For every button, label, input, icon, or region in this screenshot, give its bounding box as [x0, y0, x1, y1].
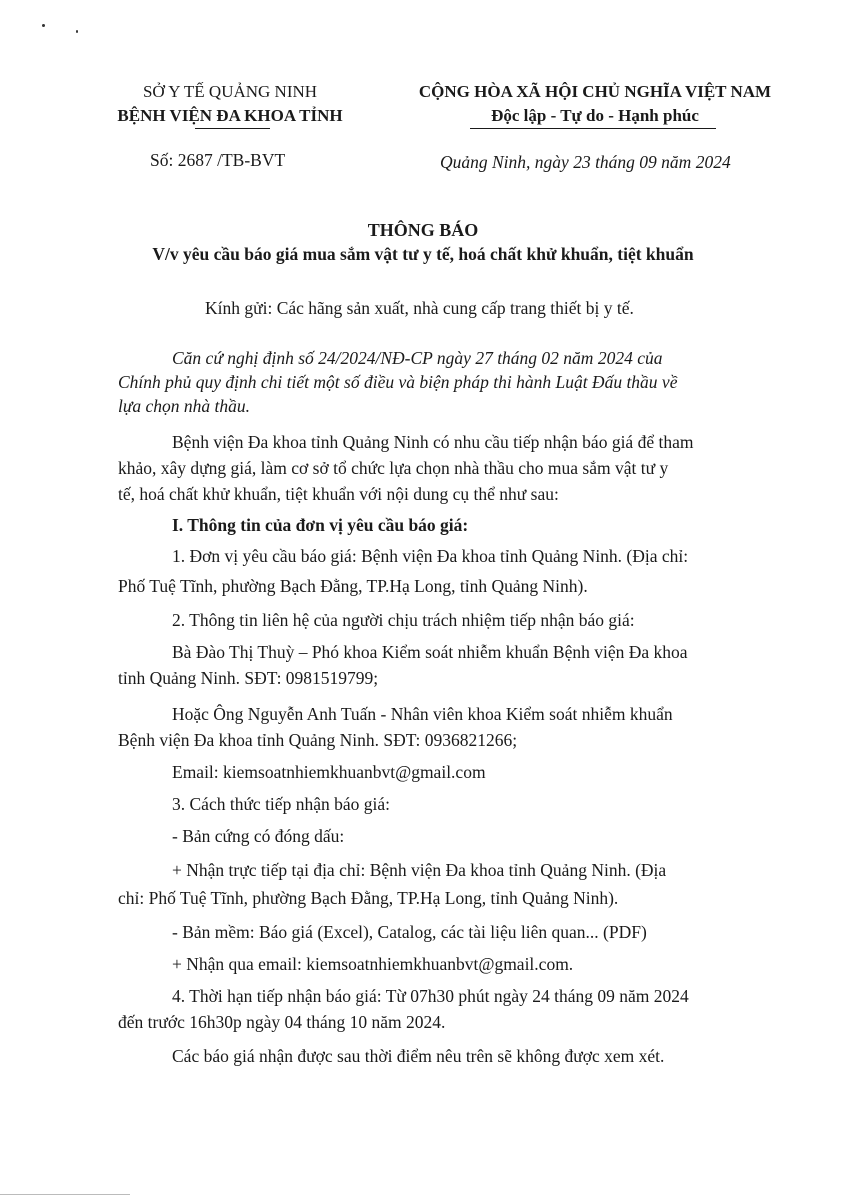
national-heading	[385, 80, 805, 128]
body-line: Chính phủ quy định chi tiết một số điều và biện pháp thi hành Luật Đấu thầu về	[118, 372, 678, 392]
body-line: Bệnh viện Đa khoa tỉnh Quảng Ninh có nhu cầu tiếp nhận báo giá để tham	[172, 432, 694, 452]
body-line: 3. Cách thức tiếp nhận báo giá:	[172, 794, 390, 814]
body-line: Hoặc Ông Nguyễn Anh Tuấn - Nhân viên khoa Kiểm soát nhiễm khuẩn	[172, 704, 673, 724]
body-line: tế, hoá chất khử khuẩn, tiệt khuẩn với nội dung cụ thể như sau:	[118, 484, 559, 504]
body-line: tỉnh Quảng Ninh. SĐT: 0981519799;	[118, 668, 379, 688]
scan-edge-mark	[0, 1194, 130, 1195]
body-line: Các báo giá nhận được sau thời điểm nêu trên sẽ không được xem xét.	[172, 1046, 665, 1066]
place-date: Quảng Ninh, ngày 23 tháng 09 năm 2024	[440, 152, 731, 172]
body-line: Phố Tuệ Tĩnh, phường Bạch Đằng, TP.Hạ Long, tỉnh Quảng Ninh).	[118, 576, 588, 596]
national-motto: Độc lập - Tự do - Hạnh phúc	[491, 106, 699, 125]
scan-speck	[76, 30, 78, 33]
body-line: 4. Thời hạn tiếp nhận báo giá: Từ 07h30 phút ngày 24 tháng 09 năm 2024	[172, 986, 689, 1006]
body-line: Căn cứ nghị định số 24/2024/NĐ-CP ngày 27 tháng 02 năm 2024 của	[172, 348, 663, 368]
body-line: Bà Đào Thị Thuỳ – Phó khoa Kiểm soát nhiễm khuẩn Bệnh viện Đa khoa	[172, 642, 688, 662]
body-line: 2. Thông tin liên hệ của người chịu trách nhiệm tiếp nhận báo giá:	[172, 610, 635, 630]
body-line: 1. Đơn vị yêu cầu báo giá: Bệnh viện Đa khoa tỉnh Quảng Ninh. (Địa chỉ:	[172, 546, 689, 566]
body-line: - Bản mềm: Báo giá (Excel), Catalog, các tài liệu liên quan... (PDF)	[172, 922, 647, 942]
body-line: đến trước 16h30p ngày 04 tháng 10 năm 2024.	[118, 1012, 446, 1032]
national-title: CỘNG HÒA XÃ HỘI CHỦ NGHĨA VIỆT NAM	[418, 82, 772, 101]
body-line: khảo, xây dựng giá, làm cơ sở tổ chức lựa chọn nhà thầu cho mua sắm vật tư y	[118, 458, 669, 478]
agency-parent: SỞ Y TẾ QUẢNG NINH	[142, 82, 318, 101]
body-line: Bệnh viện Đa khoa tỉnh Quảng Ninh. SĐT: 0936821266;	[118, 730, 518, 750]
contact-email: Email: kiemsoatnhiemkhuanbvt@gmail.com	[172, 762, 486, 782]
agency-underline	[195, 128, 270, 129]
motto-underline	[470, 128, 716, 129]
doc-title: THÔNG BÁO	[367, 220, 479, 240]
section-heading: I. Thông tin của đơn vị yêu cầu báo giá:	[172, 515, 469, 535]
issuing-agency	[95, 80, 365, 128]
body-line: + Nhận trực tiếp tại địa chỉ: Bệnh viện Đa khoa tỉnh Quảng Ninh. (Địa	[172, 860, 667, 880]
body-line: lựa chọn nhà thầu.	[118, 396, 251, 416]
agency-name: BỆNH VIỆN ĐA KHOA TỈNH	[117, 106, 343, 125]
recipient: Kính gửi: Các hãng sản xuất, nhà cung cấp trang thiết bị y tế.	[205, 298, 634, 318]
scan-speck	[42, 24, 45, 27]
doc-number: Số: 2687 /TB-BVT	[150, 150, 286, 170]
body-line: - Bản cứng có đóng dấu:	[172, 826, 345, 846]
body-line: chỉ: Phố Tuệ Tĩnh, phường Bạch Đằng, TP.Hạ Long, tỉnh Quảng Ninh).	[118, 888, 619, 908]
body-line: + Nhận qua email: kiemsoatnhiemkhuanbvt@gmail.com.	[172, 954, 574, 974]
doc-subject: V/v yêu cầu báo giá mua sắm vật tư y tế, hoá chất khử khuẩn, tiệt khuẩn	[152, 244, 694, 264]
